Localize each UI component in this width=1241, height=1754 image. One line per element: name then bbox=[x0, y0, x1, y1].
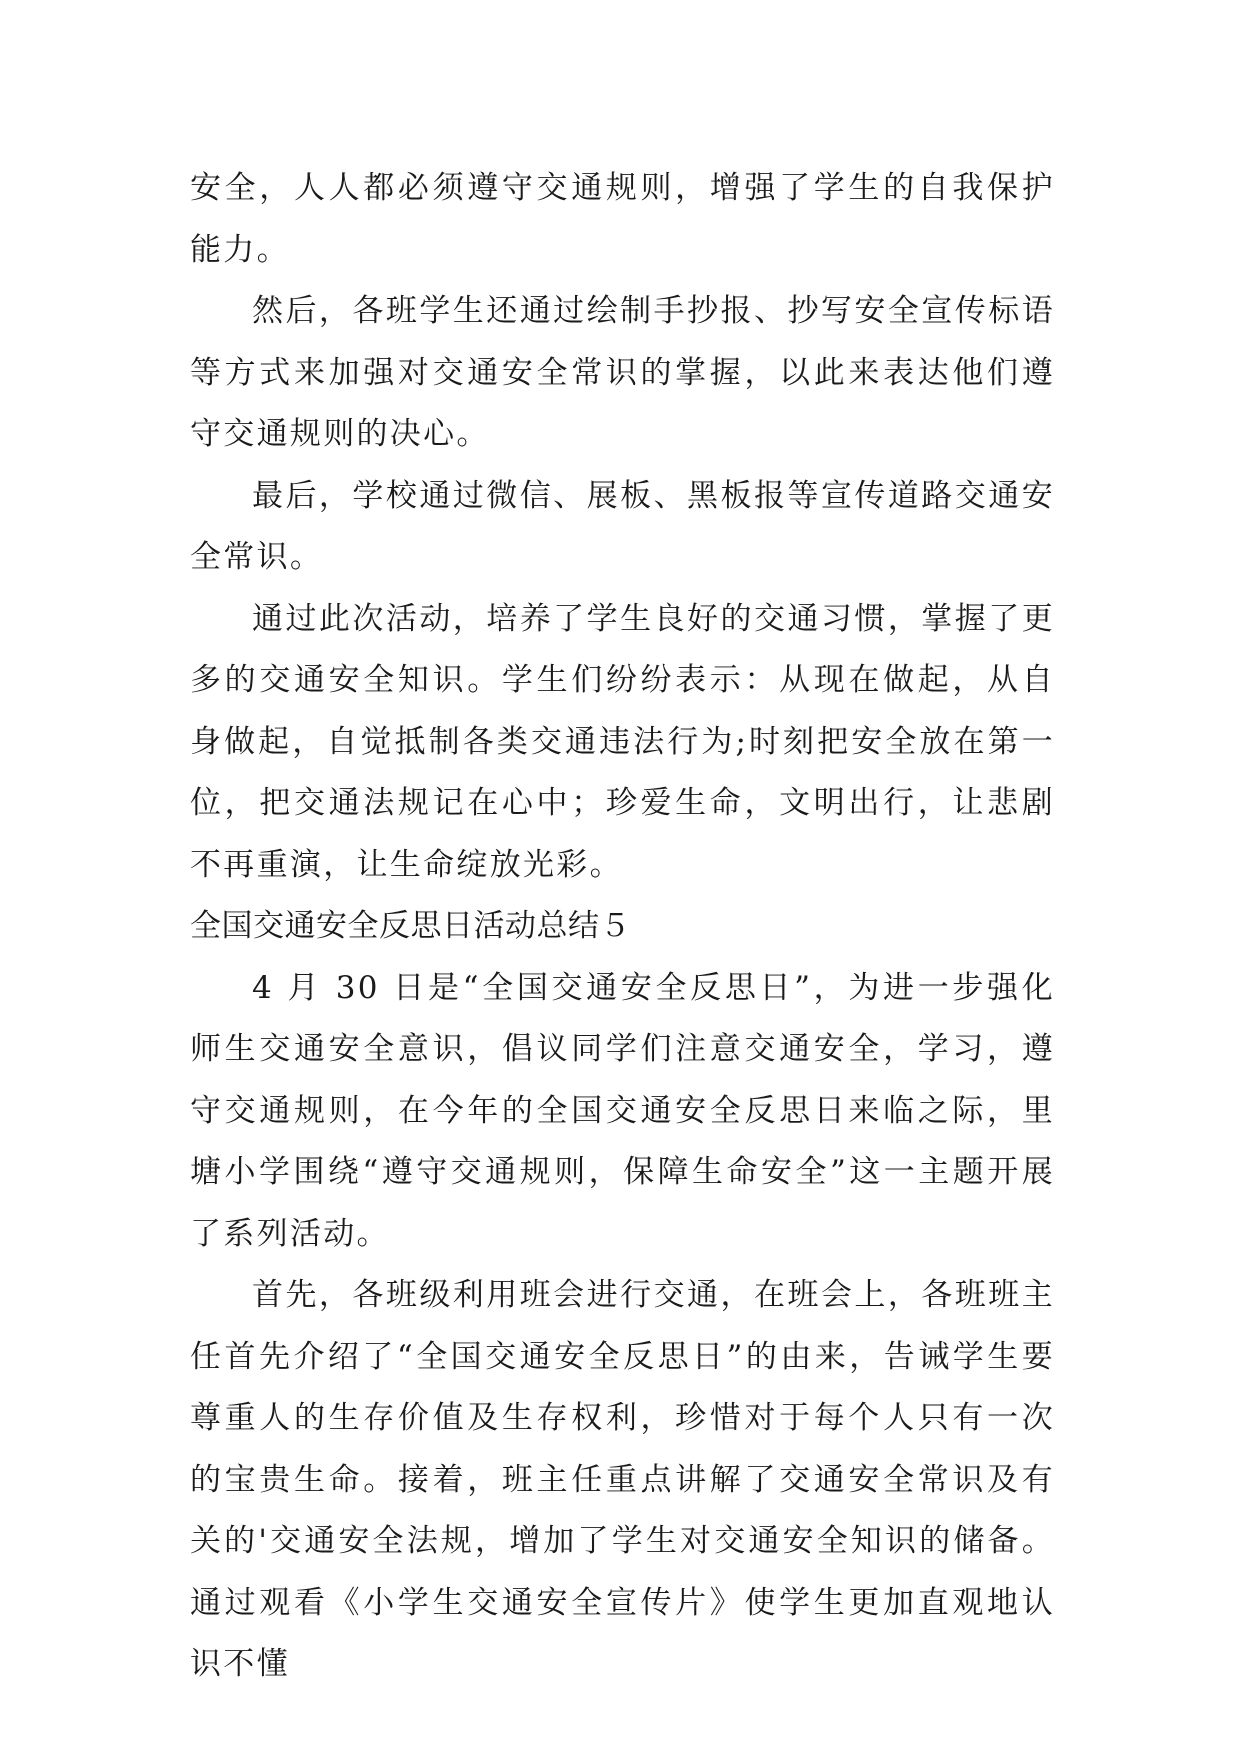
paragraph: 4 月 30 日是“全国交通安全反思日”，为进一步强化师生交通安全意识，倡议同学们注意交通安全，学习，遵守交通规则，在今年的全国交通安全反思日来临之际，里塘小学围绕“遵守交通规则，保障生命安全”这一主题开展了系列活动。 bbox=[190, 969, 1055, 1252]
paragraph: 然后，各班学生还通过绘制手抄报、抄写安全宣传标语等方式来加强对交通安全常识的掌握，以此来表达他们遵守交通规则的决心。 bbox=[190, 293, 1055, 452]
paragraph: 安全，人人都必须遵守交通规则，增强了学生的自我保护能力。 bbox=[190, 170, 1055, 268]
paragraph: 通过此次活动，培养了学生良好的交通习惯，掌握了更多的交通安全知识。学生们纷纷表示：从现在做起，从自身做起，自觉抵制各类交通违法行为;时刻把安全放在第一位，把交通法规记在心中；珍爱生命，文明出行，让悲剧不再重演，让生命绽放光彩。 bbox=[190, 600, 1055, 883]
paragraph: 最后，学校通过微信、展板、黑板报等宣传道路交通安全常识。 bbox=[190, 477, 1055, 575]
paragraph: 首先，各班级利用班会进行交通，在班会上，各班班主任首先介绍了“全国交通安全反思日”的由来，告诫学生要尊重人的生存价值及生存权利，珍惜对于每个人只有一次的宝贵生命。接着，班主任重点讲解了交通安全常识及有关的'交通安全法规，增加了学生对交通安全知识的储备。通过观看《小学生交通安全宣传片》使学生更加直观地认识不懂 bbox=[190, 1277, 1055, 1682]
document-body bbox=[190, 158, 1055, 1696]
section-heading: 全国交通安全反思日活动总结５ bbox=[190, 908, 631, 944]
